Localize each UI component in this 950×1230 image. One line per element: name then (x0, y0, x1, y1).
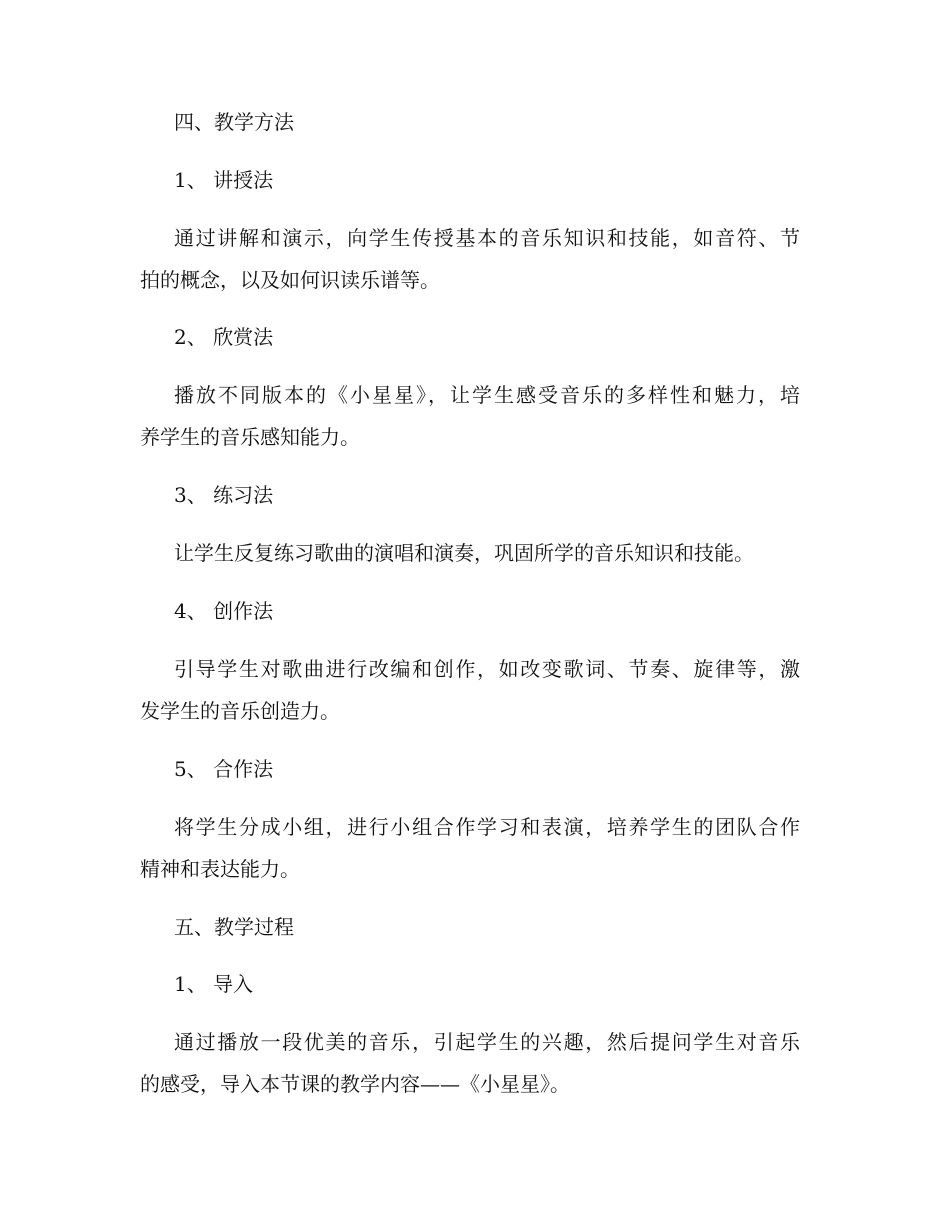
step-heading-introduction: 1、 导入 (174, 972, 254, 996)
method-heading-lecture: 1、 讲授法 (174, 168, 274, 192)
paragraph-line: 发学生的音乐创造力。 (140, 699, 340, 723)
paragraph-line: 拍的概念，以及如何识读乐谱等。 (140, 268, 440, 292)
paragraph-line: 将学生分成小组，进行小组合作学习和表演，培养学生的团队合作 (174, 815, 800, 839)
paragraph-line: 精神和表达能力。 (140, 857, 300, 881)
method-heading-appreciation: 2、 欣赏法 (174, 325, 274, 349)
paragraph-line: 让学生反复练习歌曲的演唱和演奏，巩固所学的音乐知识和技能。 (174, 541, 754, 565)
method-heading-cooperation: 5、 合作法 (174, 757, 274, 781)
paragraph-line: 播放不同版本的《小星星》，让学生感受音乐的多样性和魅力，培 (174, 383, 800, 407)
paragraph-line: 养学生的音乐感知能力。 (140, 425, 360, 449)
method-heading-practice: 3、 练习法 (174, 483, 274, 507)
section-heading-teaching-methods: 四、教学方法 (174, 110, 294, 134)
paragraph-line: 引导学生对歌曲进行改编和创作，如改变歌词、节奏、旋律等，激 (174, 657, 800, 681)
section-heading-teaching-process: 五、教学过程 (174, 915, 294, 939)
paragraph-line: 通过讲解和演示，向学生传授基本的音乐知识和技能，如音符、节 (174, 226, 800, 250)
method-heading-creation: 4、 创作法 (174, 599, 274, 623)
paragraph-line: 的感受，导入本节课的教学内容——《小星星》。 (140, 1072, 570, 1096)
paragraph-line: 通过播放一段优美的音乐，引起学生的兴趣，然后提问学生对音乐 (174, 1030, 800, 1054)
